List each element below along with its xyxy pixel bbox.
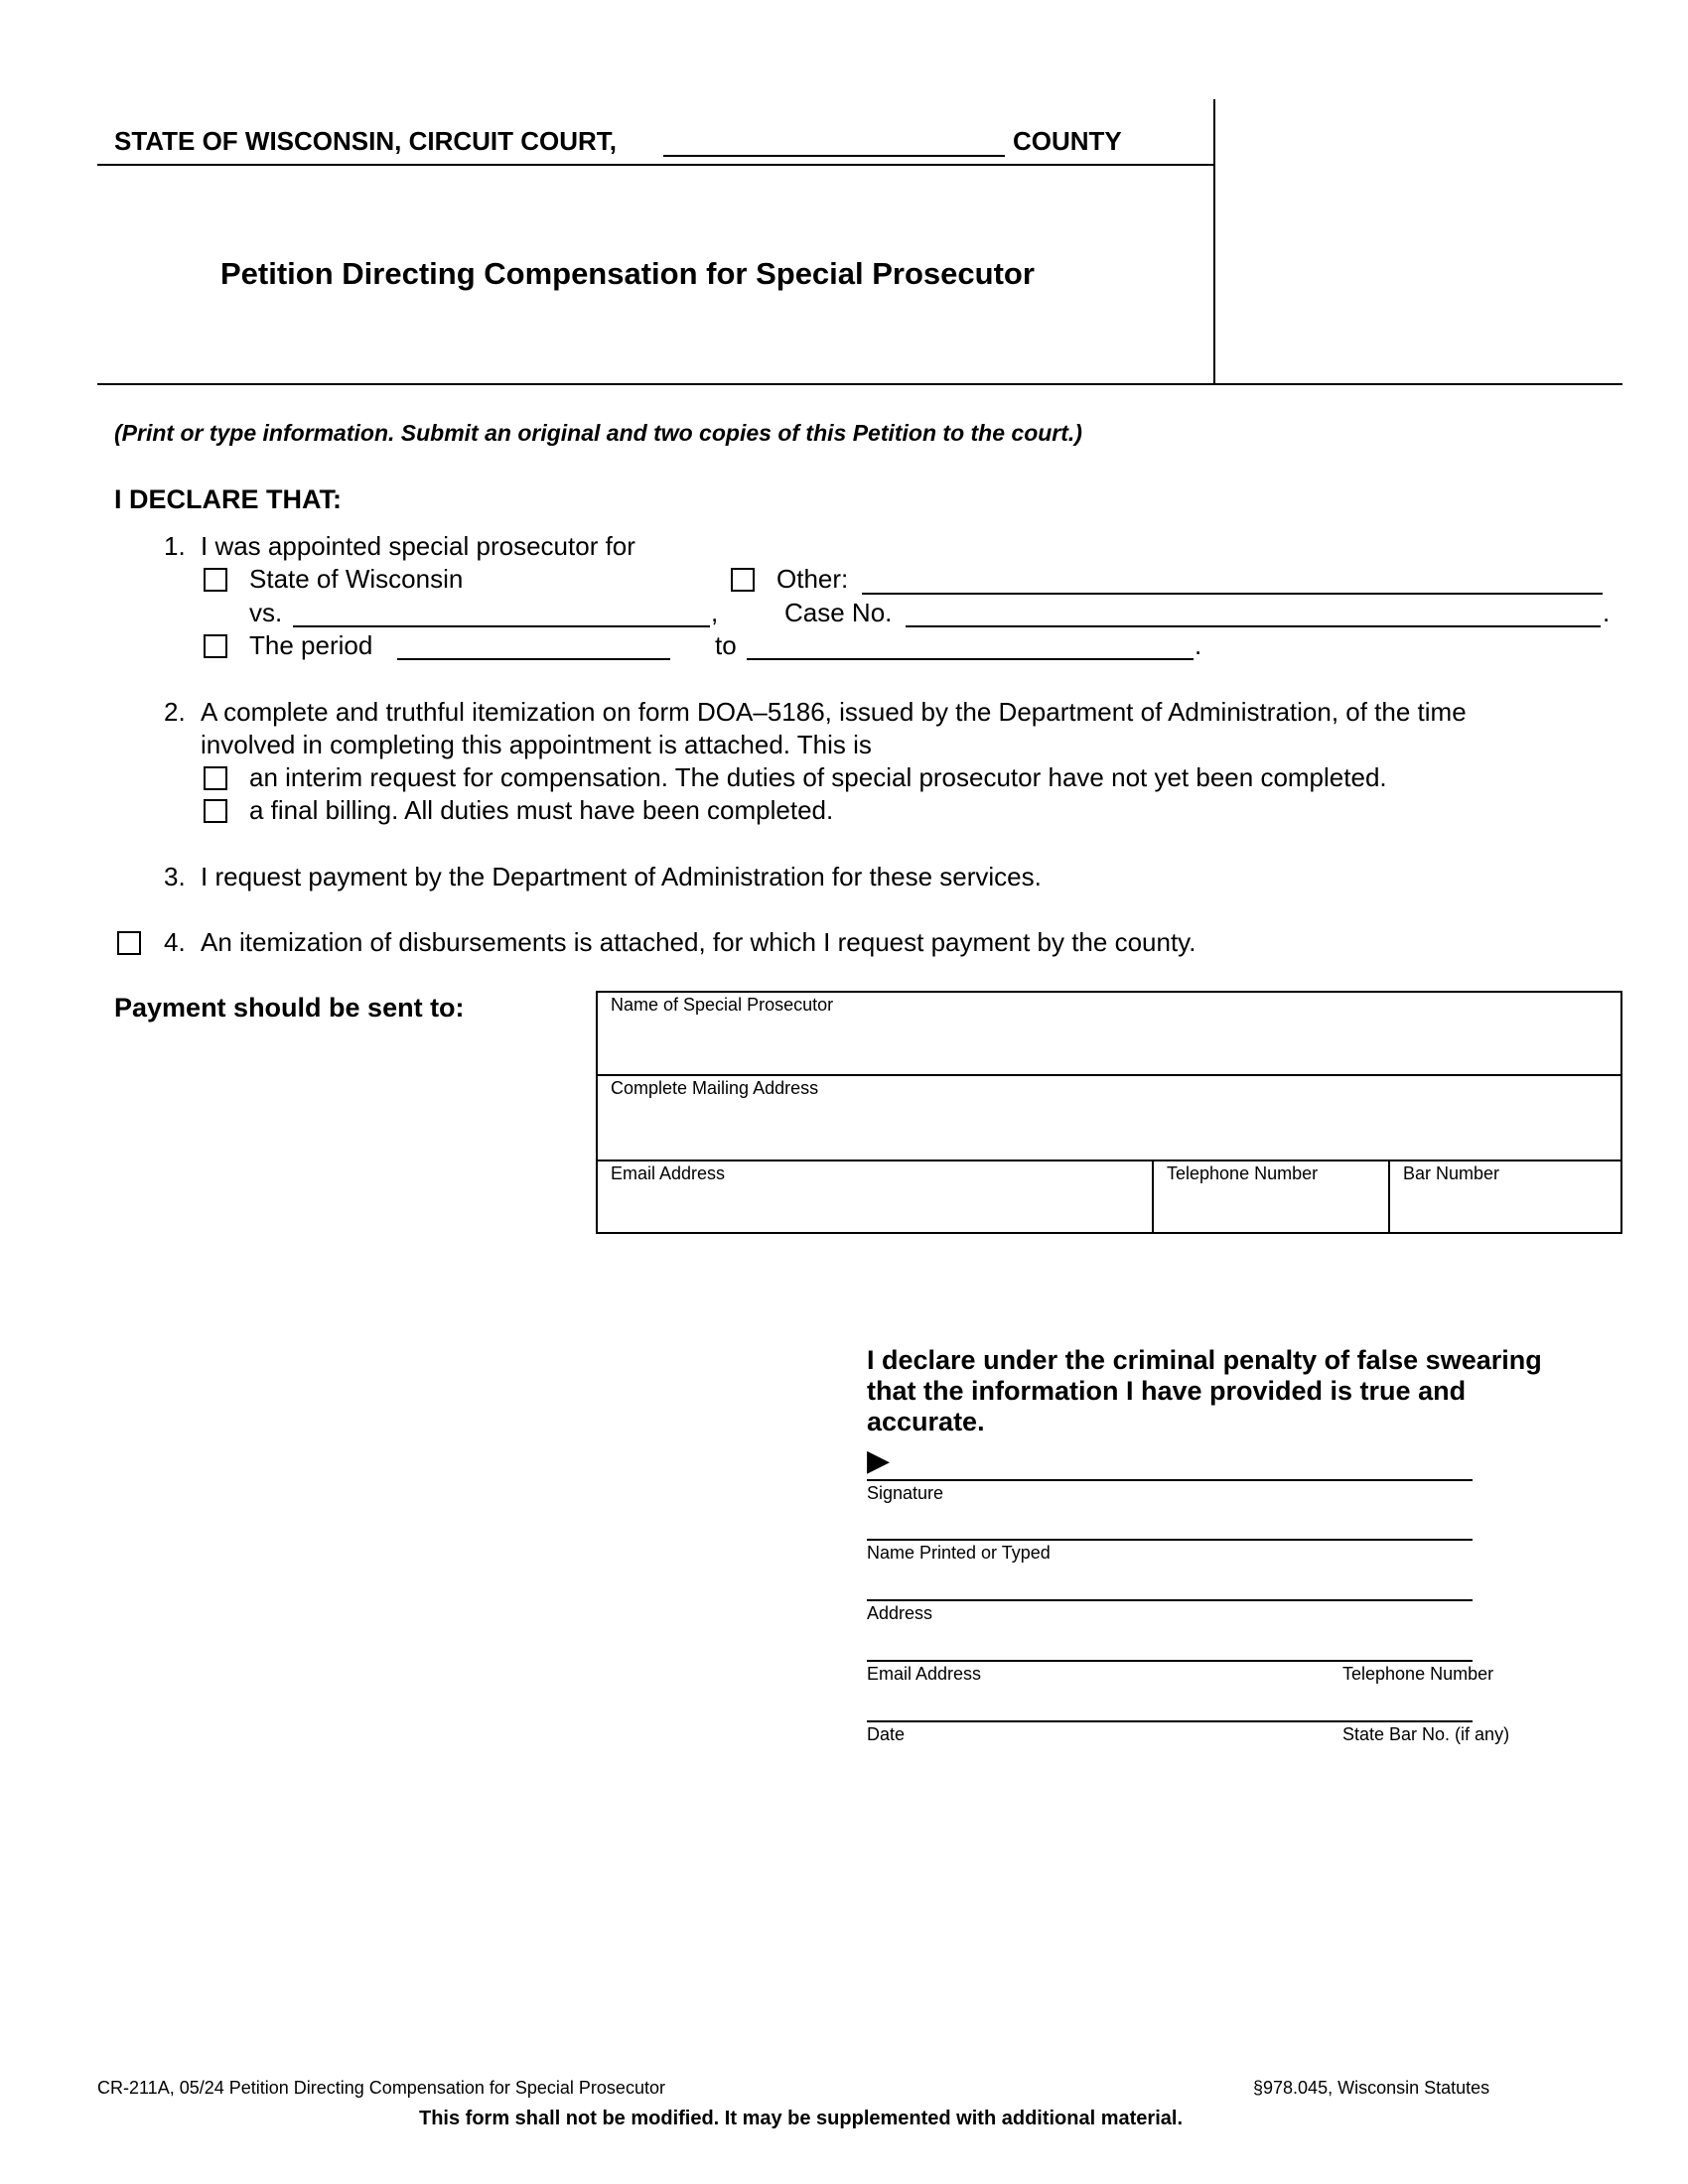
final-billing-checkbox[interactable] (204, 799, 227, 823)
item1-number: 1. (164, 531, 186, 561)
signature-label: Signature (867, 1483, 944, 1503)
state-of-wisconsin-label: State of Wisconsin (249, 564, 464, 594)
declare-heading: I DECLARE THAT: (114, 484, 342, 514)
header-divider-vertical (1213, 99, 1215, 385)
period-start-line[interactable] (397, 658, 670, 660)
period-end-dot: . (1195, 630, 1202, 660)
interim-request-label: an interim request for compensation. The duties of special prosecutor have not yet been completed. (249, 762, 1387, 792)
payment-box (596, 991, 1622, 1234)
item1-text: I was appointed special prosecutor for (201, 531, 635, 561)
declaration-line1: I declare under the criminal penalty of false swearing (867, 1345, 1542, 1375)
period-label: The period (249, 630, 373, 660)
other-checkbox[interactable] (731, 568, 755, 592)
county-name-line[interactable] (663, 155, 1005, 157)
vs-input-line[interactable] (293, 625, 710, 627)
item2-number: 2. (164, 697, 186, 727)
item4-text: An itemization of disbursements is attached, for which I request payment by the county. (201, 927, 1196, 957)
email-phone-line[interactable] (867, 1660, 1473, 1662)
item2-line2: involved in completing this appointment is attached. This is (201, 730, 872, 759)
address-line[interactable] (867, 1599, 1473, 1601)
other-input-line[interactable] (862, 593, 1603, 595)
footer-form-id: CR-211A, 05/24 Petition Directing Compensation for Special Prosecutor (97, 2078, 665, 2098)
payment-email-label: Email Address (611, 1163, 726, 1183)
payment-phone-label: Telephone Number (1167, 1163, 1319, 1183)
state-bar-label: State Bar No. (if any) (1342, 1724, 1510, 1744)
period-to-label: to (715, 630, 737, 660)
other-label: Other: (776, 564, 849, 594)
court-prefix: STATE OF WISCONSIN, CIRCUIT COURT, (114, 126, 618, 156)
payment-label: Payment should be sent to: (114, 993, 465, 1023)
date-label: Date (867, 1724, 906, 1744)
vs-label: vs. (249, 598, 283, 627)
period-checkbox[interactable] (204, 634, 227, 658)
disbursements-checkbox[interactable] (117, 931, 141, 955)
period-end-line[interactable] (747, 658, 1194, 660)
vs-comma: , (711, 598, 719, 627)
item3-number: 3. (164, 862, 186, 891)
payment-address-label: Complete Mailing Address (611, 1078, 819, 1098)
address-label: Address (867, 1603, 933, 1623)
declaration-line2: that the information I have provided is true and (867, 1376, 1467, 1406)
payment-address-cell[interactable] (598, 1076, 1620, 1161)
name-printed-line[interactable] (867, 1539, 1473, 1541)
form-title: Petition Directing Compensation for Special Prosecutor (220, 256, 1035, 291)
telephone-label: Telephone Number (1342, 1664, 1494, 1684)
payment-bar-label: Bar Number (1403, 1163, 1500, 1183)
date-bar-line[interactable] (867, 1720, 1473, 1722)
email-label: Email Address (867, 1664, 982, 1684)
interim-request-checkbox[interactable] (204, 766, 227, 790)
footer-notice: This form shall not be modified. It may be supplemented with additional material. (419, 2108, 1183, 2129)
name-printed-label: Name Printed or Typed (867, 1543, 1051, 1563)
signature-arrow-icon: ▶ (867, 1444, 891, 1477)
item4-number: 4. (164, 927, 186, 957)
item2-line1: A complete and truthful itemization on form DOA–5186, issued by the Department of Administration, of the time (201, 697, 1467, 727)
header-rule-top (97, 164, 1215, 166)
payment-phone-cell[interactable] (1154, 1161, 1390, 1232)
case-no-period: . (1603, 598, 1611, 627)
instructions: (Print or type information. Submit an original and two copies of this Petition to the court.) (114, 420, 1082, 446)
case-no-input-line[interactable] (906, 625, 1601, 627)
payment-bar-cell[interactable] (1390, 1161, 1620, 1232)
case-no-label: Case No. (784, 598, 893, 627)
signature-line[interactable] (867, 1479, 1473, 1481)
payment-name-cell[interactable] (598, 993, 1620, 1076)
payment-email-cell[interactable] (598, 1161, 1154, 1232)
header-rule-bottom (97, 383, 1622, 385)
state-of-wisconsin-checkbox[interactable] (204, 568, 227, 592)
county-label: COUNTY (1013, 126, 1122, 156)
item3-text: I request payment by the Department of Administration for these services. (201, 862, 1042, 891)
payment-name-label: Name of Special Prosecutor (611, 995, 834, 1015)
final-billing-label: a final billing. All duties must have been completed. (249, 795, 834, 825)
declaration-line3: accurate. (867, 1407, 985, 1436)
footer-statute: §978.045, Wisconsin Statutes (1253, 2078, 1490, 2098)
